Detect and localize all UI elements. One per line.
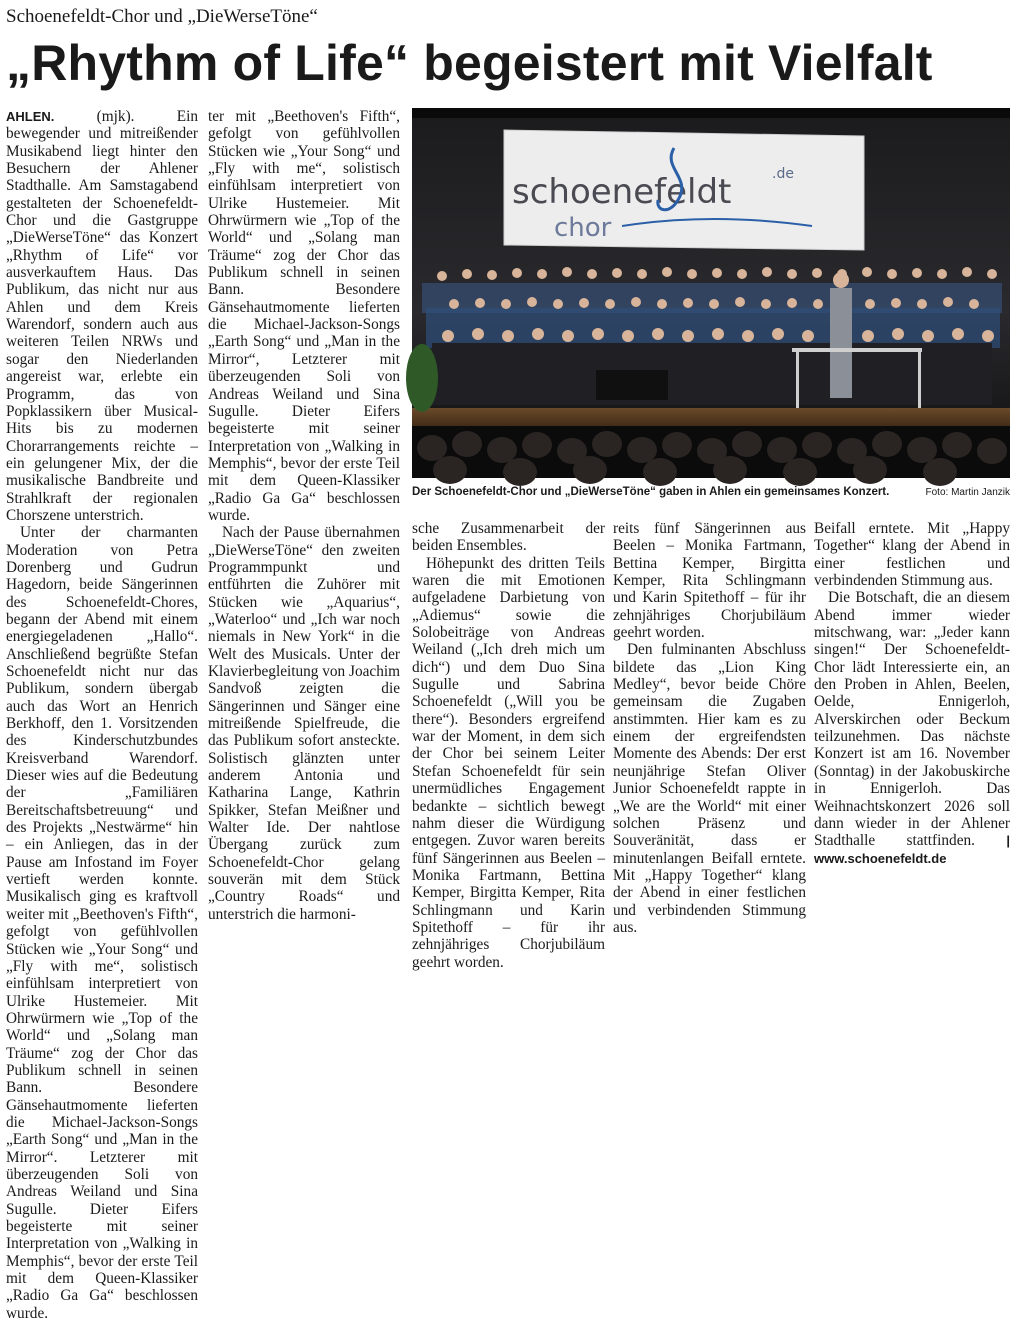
paragraph-intro — [6, 108, 198, 524]
piano — [596, 370, 668, 400]
concert-photo — [412, 108, 1010, 478]
article-column-4 — [613, 520, 806, 936]
paragraph-4: Höhepunkt des dritten Teils waren die mit Emotionen aufgeladene Darbietung von „Adiemus“ sowie die Solobeiträge von Andreas Weiland („Ich dreh mich um dich“) und dem Duo Sina Sugulle und Sabrina Schoenefeldt („Will you be there“). Besonders ergreifend war der Moment, in dem sich der Chor bei seinem Leiter Stefan Schoenefeldt für sein unermüdliches Engagement bedankte – sichtlich bewegt nahm dieser die Würdigung entgegen. Zuvor waren bereits fünf Sängerinnen aus Beelen – Monika Fartmann, Bettina Kemper, Birgitta Kemper, Rita Schlingmann und Karin Spitethoff – für ihr zehnjähriges Chorjubiläum geehrt worden. — [412, 554, 605, 971]
paragraph-6-text: Die Botschaft, die an diesem Abend immer wieder mitschwang, war: „Jeder kann singen!“ Der Schoenefeldt-Chor lädt Interessierte ein, an den Proben in Ahlen, Beelen, Oelde, Ennigerloh, Alverskirchen oder Beckum teilzunehmen. Das nächste Konzert ist am 16. November (Sonntag) in der Jakobuskirche in Ennigerloh. Das Weihnachtskonzert 2026 soll dann wieder in der Ahlener Stadthalle stattfinden. — [814, 589, 1010, 850]
conductor — [830, 288, 852, 398]
article-column-5 — [814, 520, 1010, 866]
paragraph-5-continued: Beifall erntete. Mit „Happy Together“ klang der Abend in einer festlichen und verbindenden Stimmung aus. — [814, 520, 1010, 590]
banner-text: schoenefeldt — [512, 172, 732, 212]
paragraph-6 — [814, 589, 1010, 867]
paragraph-3-continued: sche Zusammenarbeit der beiden Ensembles. — [412, 520, 605, 555]
dateline: AHLEN. — [6, 109, 55, 124]
photo-credit: Foto: Martin Janzik — [925, 487, 1010, 498]
article-column-1 — [6, 108, 198, 1322]
kicker: Schoenefeldt-Chor und „DieWerseTöne“ — [6, 6, 318, 27]
choir-banner — [504, 130, 864, 250]
banner-domain: .de — [772, 166, 794, 182]
paragraph-1-text: (mjk). Ein bewegender und mitreißender Musikabend liegt hinter den Besuchern der Ahlener Stadthalle. Am Samstagabend gestalteten der Schoenefeldt-Chor und die Gastgruppe „DieWerseTöne“ das Konzert „Rhythm of Life“ vor ausverkauftem Haus. Das Publikum, das nicht nur aus Ahlen und dem Kreis Warendorf, sondern auch aus weiteren Teilen NRWs und sogar den Niederlanden angereist war, erlebte ein Programm, das von Popklassikern über Musical-Hits bis zu modernen Chorarrangements reichte – ein gelungener Mix, der die musikalische Bandbreite und Strahlkraft der regionalen Chorszene unterstrich. — [6, 108, 198, 524]
caption-text: Der Schoenefeldt-Chor und „DieWerseTöne“ gaben in Ahlen ein gemeinsames Konzert. — [412, 486, 890, 498]
article-column-2 — [208, 108, 401, 923]
article-column-3 — [412, 520, 605, 971]
paragraph-3: Nach der Pause übernahmen „DieWerseTöne“ den zweiten Programmpunkt und entführten die Zuhörer mit Stücken wie „Aquarius“, „Waterloo“ und „Ich war noch niemals in New York“ in die Welt des Musicals. Unter der Klavierbegleitung von Joachim Sandvoß zeigten die Sängerinnen und Sänger eine mitreißende Spielfreude, die das Publikum sofort ansteckte. Solistisch glänzten unter anderem Antonia und Katharina Lange, Kathrin Spikker, Stefan Meißner und Walter Ide. Der nahtlose Übergang zurück zum Schoenefeldt-Chor gelang souverän mit dem Stück „Country Roads“ und unterstrich die harmoni- — [208, 524, 401, 923]
paragraph-4-continued: reits fünf Sängerinnen aus Beelen – Monika Fartmann, Bettina Kemper, Birgitta Kemper, Rita Schlingmann und Karin Spitethoff – für ihr zehnjähriges Chorjubiläum geehrt worden. — [613, 520, 806, 642]
paragraph-2: Unter der charmanten Moderation von Petra Dorenberg und Gudrun Hagedorn, beide Sängerinnen des Schoenefeldt-Chores, begann der Abend mit einem energiegeladenen „Hallo“. Anschließend begrüßte Stefan Schoenefeldt nicht nur das Publikum, sondern übergab auch das Wort an Henrich Berkhoff, den 1. Vorsitzenden des Kinderschutzbundes Kreisverband Warendorf. Dieser wies auf die Bedeutung der „Familiären Bereitschaftsbetreuung“ und des Projekts „Nestwärme“ hin – ein Anliegen, das in der Pause am Infostand im Foyer vertieft werden konnte. Musikalisch ging es kraftvoll weiter mit „Beethoven's Fifth“, gefolgt von gefühlvollen Stücken wie „Your Song“ und „Fly with me“, solistisch einfühlsam interpretiert von Ulrike Hustemeier. Mit Ohrwürmern wie „Top of the World“ und „Solang man Träume“ zog der Chor das Publikum schnell in seinen Bann. Besondere Gänsehautmomente lieferten die Michael-Jackson-Songs „Earth Song“ und „Man in the Mirror“. Letzterer mit überzeugenden Soli von Andreas Weiland und Sina Sugulle. Dieter Eifers begeisterte mit seiner Interpretation von „Walking in Memphis“, bevor der erste Teil mit dem Queen-Klassiker „Radio Ga Ga“ beschlossen wurde. — [6, 524, 198, 1322]
concert-photo-illustration — [412, 108, 1010, 478]
website-link[interactable]: | www.schoenefeldt.de — [814, 833, 1010, 866]
paragraph-5: Den fulminanten Abschluss bildete das „Lion King Medley“, bevor beide Chöre gemeinsam die Zugaben anstimmten. Hier kam es zu einem der ergreifendsten Momente des Abends: Der erst neunjährige Stefan Oliver Junior Schoenefeldt rappte in „We are the World“ mit einer solchen Präsenz und Souveränität, dass er minutenlangen Beifall erntete. Mit „Happy Together“ klang der Abend in einer festlichen und verbindenden Stimmung aus. — [613, 641, 806, 936]
paragraph-2-continued: ter mit „Beethoven's Fifth“, gefolgt von gefühlvollen Stücken wie „Your Song“ und „Fly with me“, solistisch einfühlsam interpretiert von Ulrike Hustemeier. Mit Ohrwürmern wie „Top of the World“ und „Solang man Träume“ zog der Chor das Publikum schnell in seinen Bann. Besondere Gänsehautmomente lieferten die Michael-Jackson-Songs „Earth Song“ und „Man in the Mirror“, Letzterer mit überzeugenden Soli von Andreas Weiland und Sina Sugulle. Dieter Eifers begeisterte mit seiner Interpretation von „Walking in Memphis“, bevor der erste Teil mit dem Queen-Klassiker „Radio Ga Ga“ beschlossen wurde. — [208, 108, 400, 524]
banner-subtext: chor — [554, 213, 612, 243]
photo-caption — [412, 486, 1010, 498]
headline: „Rhythm of Life“ begeistert mit Vielfalt — [6, 35, 933, 91]
